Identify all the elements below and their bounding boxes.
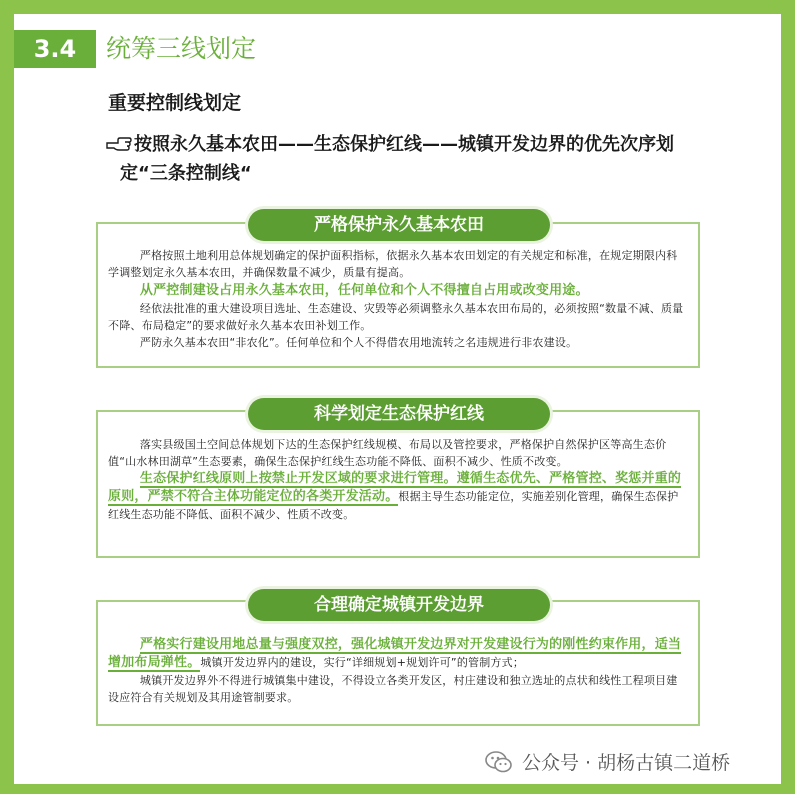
box2-paragraph-2-highlight: 生态保护红线原则上按禁止开发区域的要求进行管理。遵循生态优先、严格管控、奖惩并重的原则，严禁不符合主体功能定位的各类开发活动。 [108, 471, 682, 504]
watermark [484, 748, 730, 775]
box3-paragraph-1 [108, 636, 684, 672]
subtitle: 重要控制线划定 [108, 92, 242, 114]
wechat-icon [484, 749, 514, 775]
box1-paragraph-4: 严防永久基本农田“非农化”。任何单位和个人不得借农用地流转之名违规进行非农建设。 [139, 336, 578, 349]
box1-paragraph-2-wrap [108, 281, 684, 300]
box1-paragraph-1: 严格按照土地利用总体规划确定的保护面积指标，依据永久基本农田划定的有关规定和标准，在规定期限内科学调整划定永久基本农田，并确保数量不减少，质量有提高。 [108, 249, 678, 279]
box-ecological-redline [96, 410, 700, 558]
box1-title-pill: 严格保护永久基本农田 [248, 209, 550, 241]
box1-paragraph-3: 经依法批准的重大建设项目选址、生态建设、灾毁等必须调整永久基本农田布局的，必须按照“数量不减、质量不降、布局稳定”的要求做好永久基本农田补划工作。 [108, 302, 684, 332]
box3-paragraph-2: 城镇开发边界外不得进行城镇集中建设，不得设立各类开发区，村庄建设和独立选址的点状和线性工程项目建设应符合有关规划及其用途管制要求。 [108, 674, 678, 704]
intro-line-2: 定“三条控制线“ [120, 163, 252, 184]
watermark-text: 公众号 · 胡杨古镇二道桥 [522, 752, 731, 774]
section-number: 3.4 [14, 30, 96, 68]
box-farmland [96, 222, 700, 368]
box3-title-pill: 合理确定城镇开发边界 [248, 589, 550, 621]
pointing-hand-icon [106, 134, 132, 152]
box3-paragraph-1-highlight: 严格实行建设用地总量与强度双控，强化城镇开发边界对开发建设行为的刚性约束作用，适当增加布局弹性。 [108, 637, 682, 670]
box3-paragraph-1-rest: 城镇开发边界内的建设，实行“详细规划+规划许可”的管制方式； [200, 656, 525, 669]
section-title: 统筹三线划定 [106, 34, 257, 63]
box2-paragraph-2 [108, 470, 684, 524]
box2-paragraph-2-rest: 根据主导生态功能定位，实施差别化管理，确保生态保护红线生态功能不降低、面积不减少、性质不改变。 [108, 490, 679, 521]
intro-text [106, 130, 706, 188]
box1-paragraph-2: 从严控制建设占用永久基本农田，任何单位和个人不得擅自占用或改变用途。 [139, 283, 589, 298]
intro-line-1: 按照永久基本农田——生态保护红线——城镇开发边界的优先次序划 [134, 134, 674, 155]
box2-paragraph-1: 落实县级国土空间总体规划下达的生态保护红线规模、布局以及管控要求，严格保护自然保护区等高生态价值“山水林田湖草”生态要素，确保生态保护红线生态功能不降低、面积不减少、性质不改变。 [108, 438, 667, 468]
box2-title-pill: 科学划定生态保护红线 [248, 398, 550, 430]
